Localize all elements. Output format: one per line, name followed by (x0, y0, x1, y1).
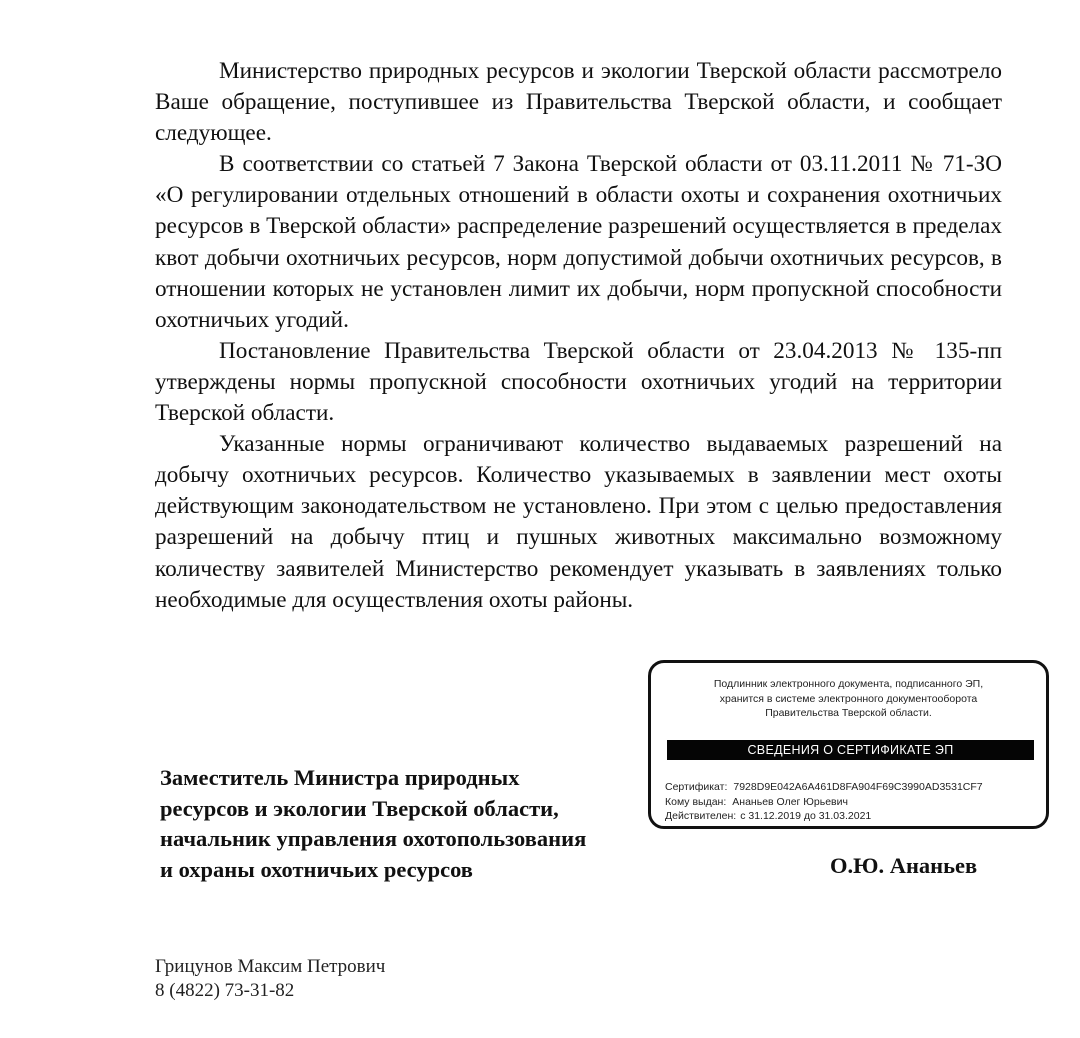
paragraph-2: В соответствии со статьей 7 Закона Тверской области от 03.11.2011 № 71-ЗО «О регулировании отдельных отношений в области охоты и сохранения охотничьих ресурсов в Тверской области» распределение разрешений осуществляется в пределах квот добычи охотничьих ресурсов, норм допустимой добычи охотничьих ресурсов, в отношении которых не установлен лимит их добычи, норм пропускной способности охотничьих угодий. (155, 151, 1002, 333)
issued-to-label: Кому выдан: (665, 795, 727, 808)
certificate-label: Сертификат: (665, 781, 728, 793)
executor-name: Грицунов Максим Петрович (155, 956, 386, 977)
stamp-header-line: Правительства Тверской области. (765, 707, 932, 719)
signatory-title-line: и охраны охотничьих ресурсов (160, 856, 473, 882)
signatory-title-line: начальник управления охотопользования (160, 826, 587, 851)
signatory-title-line: Заместитель Министра природных (160, 765, 520, 790)
stamp-header-line: хранится в системе электронного документооборота (719, 692, 978, 705)
stamp-header-line: Подлинник электронного документа, подписанного ЭП, (713, 678, 984, 690)
electronic-signature-stamp (648, 660, 1049, 829)
valid-value: с 31.12.2019 до 31.03.2021 (740, 810, 872, 822)
certificate-row (665, 780, 983, 795)
letter-body (155, 56, 1002, 616)
stamp-header (651, 677, 1046, 721)
certificate-value: 7928D9E042A6A461D8FA904F69C3990AD3531CF7 (733, 781, 983, 793)
signatory-title (160, 763, 586, 885)
certificate-info-bar: СВЕДЕНИЯ О СЕРТИФИКАТЕ ЭП (667, 740, 1034, 760)
paragraph-1: Министерство природных ресурсов и экологии Тверской области рассмотрело Ваше обращение, поступившее из Правительства Тверской области, и сообщает следующее. (155, 58, 1002, 147)
issued-to-value: Ананьев Олег Юрьевич (732, 795, 848, 808)
paragraph-3: Постановление Правительства Тверской области от 23.04.2013 № 135-пп утверждены нормы пропускной способности охотничьих угодий на территории Тверской области. (155, 337, 1002, 427)
valid-label: Действителен: (665, 810, 737, 822)
signatory-name: О.Ю. Ананьев (830, 853, 978, 878)
executor-contact (155, 955, 385, 1003)
paragraph-4: Указанные нормы ограничивают количество выдаваемых разрешений на добычу охотничьих ресурсов. Количество указываемых в заявлении мест охоты действующим законодательством не установлено. При этом с целью предоставления разрешений на добычу птиц и пушных животных максимально возможному количеству заявителей Министерство рекомендует указывать в заявлениях только необходимые для осуществления охоты районы. (155, 431, 1002, 613)
executor-phone: 8 (4822) 73-31-82 (155, 980, 295, 1001)
signatory-title-line: ресурсов и экологии Тверской области, (160, 795, 559, 821)
certificate-details (665, 780, 983, 824)
issued-to-row (665, 795, 983, 810)
valid-row (665, 809, 983, 824)
